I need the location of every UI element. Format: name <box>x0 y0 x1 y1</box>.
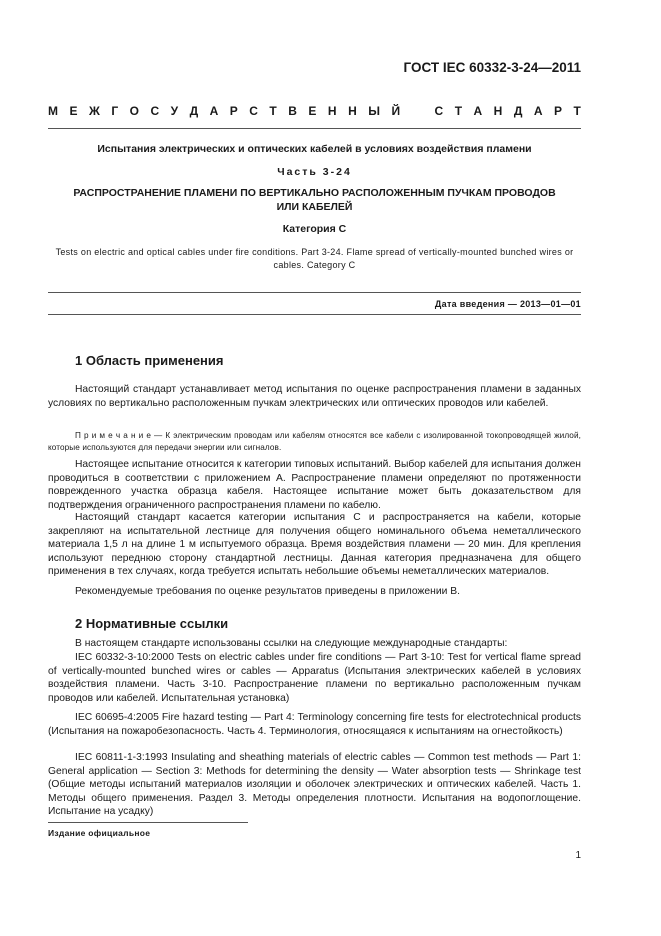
banner-letter: В <box>288 104 297 118</box>
reference-item: IEC 60811-1-3:1993 Insulating and sheathing materials of electric cables — Common test methods — Part 1: General application — Section 3: Methods for determining the density — Water absorption tests — Shrinkage test (Общие методы испытаний материалов изоляции и оболочек электрических и оптических кабелей. Часть 1. Методы общего применения. Раздел 3. Методы определения плотности. Испытания на водопоглощение. Испытание на усадку) <box>48 752 581 818</box>
banner-letter: С <box>150 104 160 118</box>
effective-date: Дата введения — 2013—01—01 <box>434 299 581 309</box>
section-heading: 2 Нормативные ссылки <box>75 616 229 631</box>
interstate-standard-banner <box>48 104 581 118</box>
part-number: Часть 3-24 <box>277 166 352 178</box>
banner-letter: Т <box>269 104 277 118</box>
banner-letter: Ж <box>88 104 100 118</box>
english-title: Tests on electric and optical cables under fire conditions. Part 3-24. Flame spread of vertically-mounted bunched wires or cables. Category C <box>55 247 574 270</box>
divider <box>48 314 581 315</box>
banner-letter: Ы <box>368 104 380 118</box>
main-title: РАСПРОСТРАНЕНИЕ ПЛАМЕНИ ПО ВЕРТИКАЛЬНО РАСПОЛОЖЕННЫМ ПУЧКАМ ПРОВОДОВ ИЛИ КАБЕЛЕЙ <box>73 187 556 213</box>
note: П р и м е ч а н и е — К электрическим проводам или кабелям относятся все кабели с изолированной токопроводящей жилой, которые используются для передачи энергии или сигналов. <box>48 431 581 452</box>
banner-letter: Д <box>189 104 199 118</box>
banner-letter: Р <box>554 104 563 118</box>
banner-letter: Т <box>573 104 581 118</box>
paragraph: Настоящее испытание относится к категории типовых испытаний. Выбор кабелей для испытания должен проводиться в соответствии с приложением А. Распространение пламени определяют по протяженности поврежденного участка образца кабеля. Настоящее испытание может быть доказательством для подтверждения ограниченного распространения пламени по кабелю. <box>48 459 581 511</box>
paragraph: Рекомендуемые требования по оценке результатов приведены в приложении В. <box>75 586 460 597</box>
banner-letter: Й <box>391 104 401 118</box>
reference-item: IEC 60332-3-10:2000 Tests on electric cables under fire conditions — Part 3-10: Test for vertical flame spread of vertically-mounted bunched wires or cables — Apparatus (Испытания электрических кабелей в условиях воздействия пламени. Часть 3-10. Распространение пламени по вертикально расположенным пучкам проводов или кабелей. Испытательная установка) <box>48 652 581 704</box>
banner-letter: Д <box>513 104 523 118</box>
banner-letter: У <box>170 104 179 118</box>
banner-letter: О <box>129 104 139 118</box>
banner-letter: Г <box>111 104 119 118</box>
banner-letter: С <box>434 104 444 118</box>
banner-letter: Е <box>308 104 317 118</box>
banner-letter: С <box>249 104 258 118</box>
paragraph: Настоящий стандарт касается категории испытания С и распространяется на кабели, которые закрепляют на испытательной лестнице для получения общего номинального объема неметаллического материала 1,5 л на длине 1 м испытуемого образца. Время воздействия пламени — 20 мин. Для крепления используют переднюю сторону стандартной лестницы. Данная категория предназначена для общего применения в тех случаях, когда требуется испытать небольшие объемы неметаллических материалов. <box>48 512 581 578</box>
section-heading: 1 Область применения <box>75 353 224 368</box>
banner-letter: Н <box>327 104 337 118</box>
banner-letter: А <box>209 104 219 118</box>
page-number: 1 <box>575 850 581 861</box>
banner-letter: Р <box>229 104 238 118</box>
divider <box>48 292 581 293</box>
paragraph: В настоящем стандарте использованы ссылки на следующие международные стандарты: <box>75 638 508 649</box>
footer-divider <box>48 822 248 823</box>
banner-letter: М <box>48 104 58 118</box>
title-line: Испытания электрических и оптических кабелей в условиях воздействия пламени <box>97 143 532 155</box>
divider <box>48 128 581 129</box>
paragraph: Настоящий стандарт устанавливает метод испытания по оценке распространения пламени в заданных условиях по вертикально расположенным пучкам электрических или оптических проводов или кабелей. <box>48 384 581 409</box>
banner-letter: А <box>473 104 483 118</box>
banner-letter: Н <box>493 104 503 118</box>
reference-item: IEC 60695-4:2005 Fire hazard testing — Part 4: Terminology concerning fire tests for electrotechnical products (Испытания на пожаробезопасность. Часть 4. Терминология, относящаяся к испытаниям на огнестойкость) <box>48 712 581 737</box>
banner-letter: Т <box>454 104 463 118</box>
edition-label: Издание официальное <box>48 828 151 838</box>
banner-letter: А <box>533 104 543 118</box>
standard-code: ГОСТ IEC 60332-3-24—2011 <box>403 60 581 75</box>
banner-letter: Е <box>69 104 78 118</box>
category-title: Категория С <box>282 223 347 235</box>
banner-letter: Н <box>348 104 357 118</box>
